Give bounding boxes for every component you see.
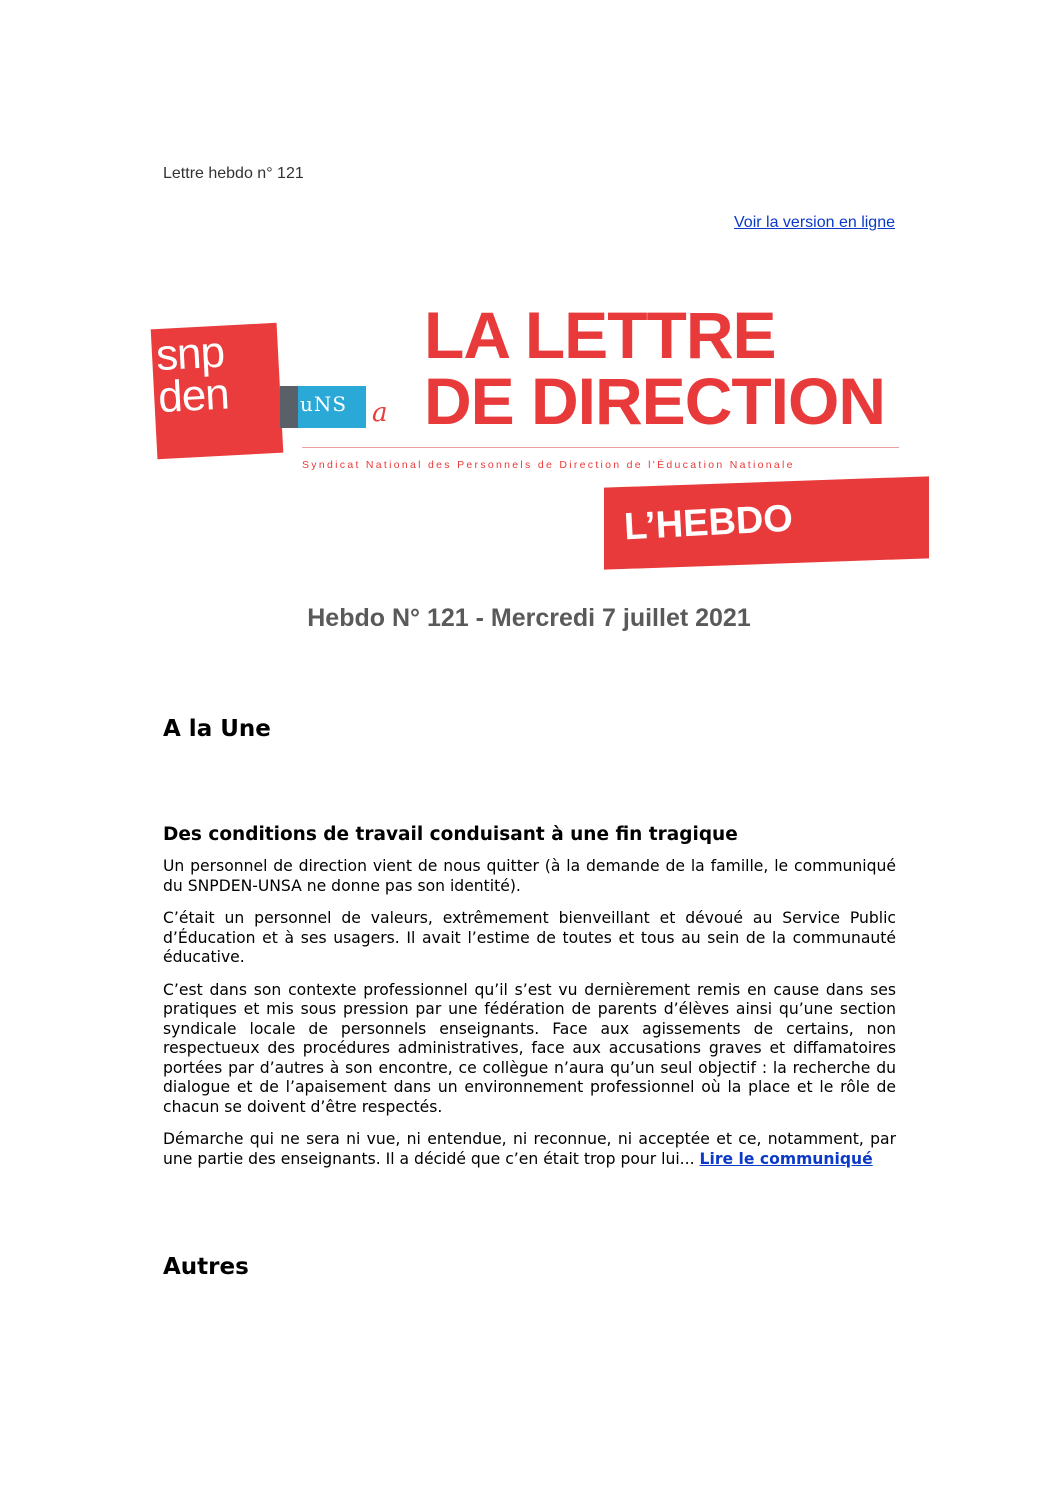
article-paragraph: Un personnel de direction vient de nous quitter (à la demande de la famille, le communiqué du SNPDEN-UNSA ne donne pas son identité).: [163, 857, 896, 895]
unsa-logo: [298, 386, 366, 428]
logo-unsa-text: uNS: [300, 392, 348, 416]
masthead-title-line1: LA LETTRE: [424, 298, 776, 372]
letter-number: Lettre hebdo n° 121: [163, 165, 304, 182]
unsa-logo-bar: [280, 386, 298, 428]
hebdo-label: L’HEBDO: [622, 497, 794, 549]
masthead-title-line2: DE DIRECTION: [424, 364, 886, 438]
logo-den-text: den: [156, 369, 230, 423]
issue-title: Hebdo N° 121 - Mercredi 7 juillet 2021: [307, 604, 751, 632]
section-heading-une: A la Une: [163, 716, 271, 742]
article: [163, 824, 896, 1182]
masthead-subtitle: Syndicat National des Personnels de Direction de l'Éducation Nationale: [302, 459, 795, 471]
snpden-logo: [151, 323, 284, 459]
section-heading-autres: Autres: [163, 1254, 249, 1280]
article-paragraph: C’est dans son contexte professionnel qu’il s’est vu dernièrement remis en cause dans ses pratiques et mis sous pression par une fédération de parents d’élèves ainsi qu’une section syndicale locale de personnels enseignants. Face aux agissements de certains, non respectueux des procédures administratives, face aux accusations graves et diffamatoires portées par d’autres à son encontre, ce collègue n’aura qu’un seul objectif : la recherche du dialogue et de l’apaisement dans un environnement professionnel où la place et le rôle de chacun se doivent d’être respectés.: [163, 980, 896, 1116]
masthead-divider: [302, 447, 899, 448]
article-paragraph: [163, 1130, 896, 1169]
logo-unsa-a: a: [372, 398, 388, 428]
article-paragraph-text: Démarche qui ne sera ni vue, ni entendue, ni reconnue, ni acceptée et ce, notamment, par une partie des enseignants. Il a décidé que c’en était trop pour lui...: [163, 1130, 896, 1168]
masthead-title: [424, 298, 886, 438]
read-communique-link[interactable]: Lire le communiqué: [699, 1149, 873, 1168]
logo-snp-text: snp: [154, 327, 226, 381]
view-online-link[interactable]: Voir la version en ligne: [734, 214, 895, 231]
article-title: Des conditions de travail conduisant à une fin tragique: [163, 824, 738, 845]
article-paragraph: C’était un personnel de valeurs, extrêmement bienveillant et dévoué au Service Public d’Éducation et à ses usagers. Il avait l’estime de toutes et tous au sein de la communauté éducative.: [163, 909, 896, 966]
